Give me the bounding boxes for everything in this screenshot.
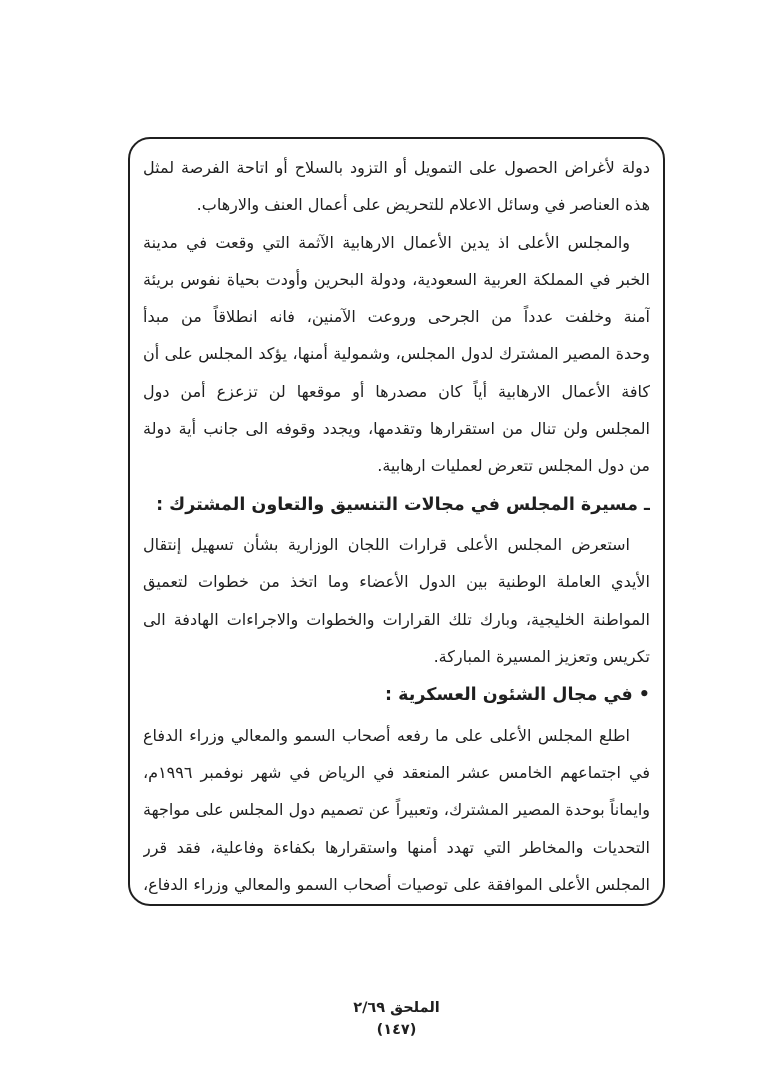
text-line: في اجتماعهم الخامس عشر المنعقد في الرياض في شهر نوفمبر ١٩٩٦م، bbox=[143, 763, 650, 783]
text-line: هذه العناصر في وسائل الاعلام للتحريض على أعمال العنف والارهاب. bbox=[196, 195, 650, 215]
section-heading: • في مجال الشئون العسكرية : bbox=[385, 685, 650, 706]
appendix-label: الملحق ٢/٦٩ bbox=[353, 1000, 440, 1016]
text-line: التحديات والمخاطر التي تهدد أمنها واستقرارها بكفاءة وفاعلية، فقد قرر bbox=[143, 837, 650, 857]
text-frame bbox=[128, 137, 665, 906]
text-line: المجلس الأعلى الموافقة على توصيات أصحاب السمو والمعالي وزراء الدفاع، bbox=[143, 875, 650, 895]
text-line: دولة لأغراض الحصول على التمويل أو التزود بالسلاح أو اتاحة الفرصة لمثل bbox=[143, 158, 650, 177]
text-line: كافة الأعمال الارهابية أياً كان مصدرها أو موقعها لن تزعزع أمن دول bbox=[143, 381, 650, 401]
page-number: (١٤٧) bbox=[376, 1022, 417, 1038]
text-line: المجلس ولن تنال من استقرارها وتقدمها، ويجدد وقوفه الى جانب أية دولة bbox=[143, 419, 650, 439]
section-heading: ـ مسيرة المجلس في مجالات التنسيق والتعاون المشترك : bbox=[156, 494, 650, 515]
text-line: الأيدي العاملة الوطنية بين الدول الأعضاء وما اتخذ من خطوات لتعميق bbox=[143, 572, 650, 592]
text-line: استعرض المجلس الأعلى قرارات اللجان الوزارية بشأن تسهيل إنتقال bbox=[143, 535, 630, 555]
document-body bbox=[143, 149, 650, 903]
text-line: من دول المجلس تتعرض لعمليات ارهابية. bbox=[377, 456, 650, 476]
text-line: المواطنة الخليجية، وبارك تلك القرارات والخطوات والاجراءات الهادفة الى bbox=[143, 609, 650, 629]
text-line: وايماناً بوحدة المصير المشترك، وتعبيراً عن تصميم دول المجلس على مواجهة bbox=[143, 800, 650, 820]
text-line: الخبر في المملكة العربية السعودية، ودولة البحرين وأودت بحياة نفوس بريئة bbox=[143, 269, 650, 289]
text-line: آمنة وخلفت عدداً من الجرحى وروعت الآمنين، فانه انطلاقاً من مبدأ bbox=[143, 307, 650, 327]
text-line: اطلع المجلس الأعلى على ما رفعه أصحاب السمو والمعالي وزراء الدفاع bbox=[143, 725, 630, 745]
text-line: وحدة المصير المشترك لدول المجلس، وشمولية أمنها، يؤكد المجلس على أن bbox=[143, 344, 650, 364]
page-footer bbox=[128, 997, 665, 1041]
text-line: تكريس وتعزيز المسيرة المباركة. bbox=[433, 647, 650, 667]
text-line: والمجلس الأعلى اذ يدين الأعمال الارهابية الآثمة التي وقعت في مدينة bbox=[143, 232, 630, 252]
